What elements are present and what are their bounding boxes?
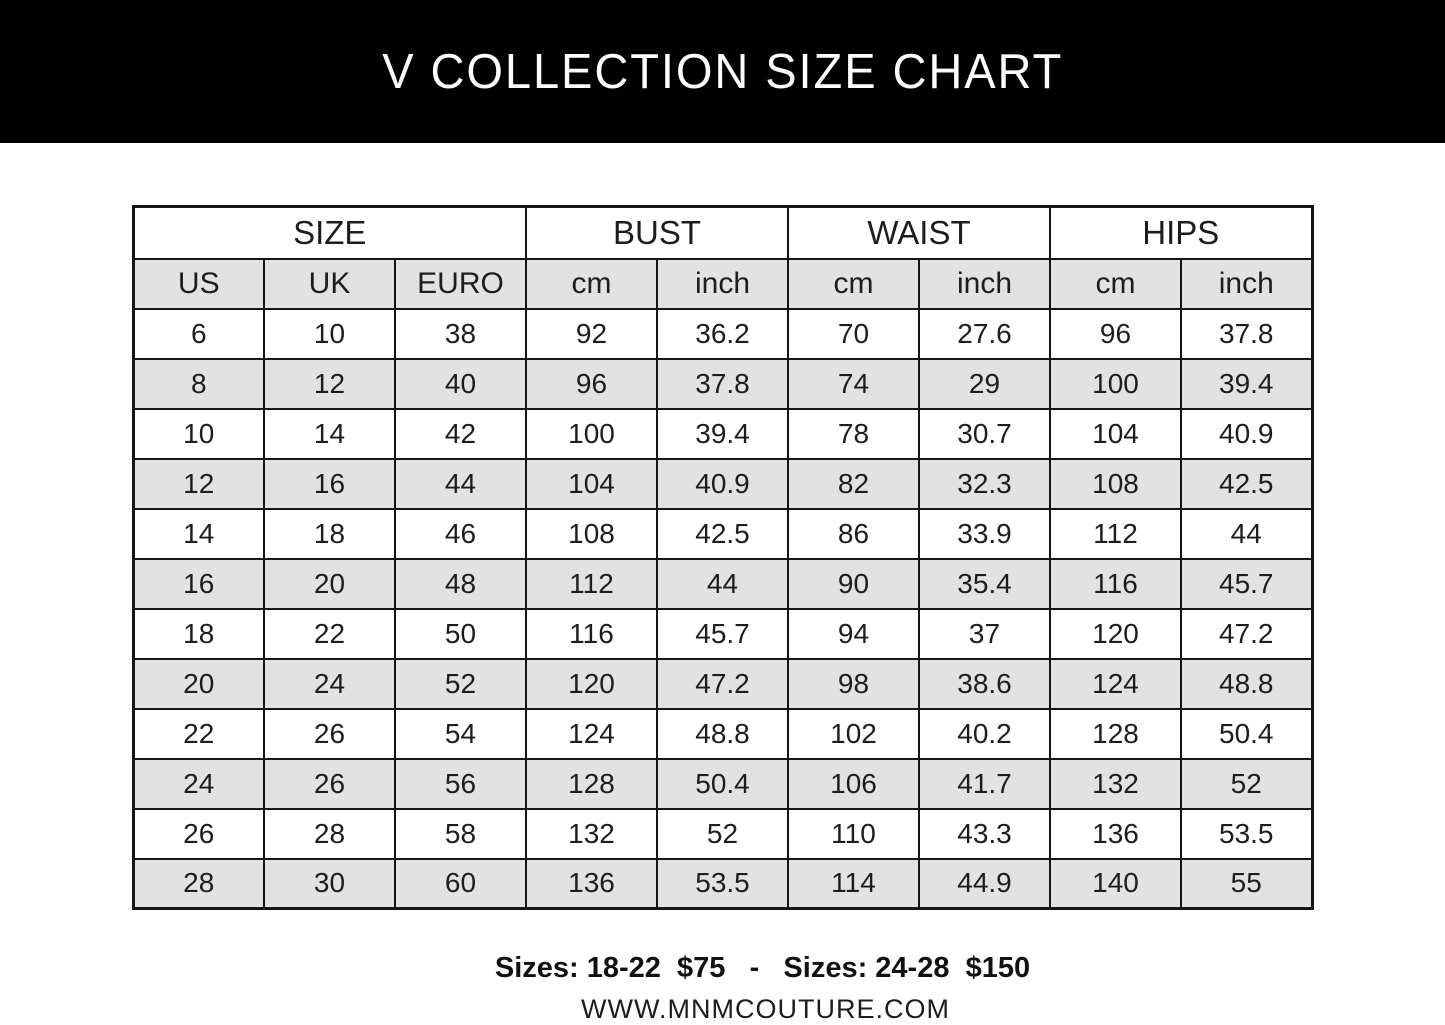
table-cell: 42 <box>395 409 526 459</box>
table-cell: 6 <box>133 309 264 359</box>
table-cell: 36.2 <box>657 309 788 359</box>
pricing-note: Sizes: 18-22 $75 - Sizes: 24-28 $150 <box>494 952 1031 984</box>
table-cell: 38.6 <box>919 659 1050 709</box>
table-cell: 14 <box>264 409 395 459</box>
table-cell: 136 <box>1050 809 1181 859</box>
table-row <box>133 759 1312 809</box>
table-cell: 45.7 <box>1181 559 1312 609</box>
table-cell: 96 <box>1050 309 1181 359</box>
table-row <box>133 309 1312 359</box>
table-cell: 41.7 <box>919 759 1050 809</box>
table-cell: 44 <box>395 459 526 509</box>
table-cell: 124 <box>526 709 657 759</box>
table-cell: 60 <box>395 859 526 909</box>
group-header-bust: BUST <box>526 207 788 259</box>
table-cell: 14 <box>133 509 264 559</box>
table-cell: 128 <box>1050 709 1181 759</box>
table-row <box>133 509 1312 559</box>
table-row <box>133 359 1312 409</box>
table-cell: 114 <box>788 859 919 909</box>
table-cell: 38 <box>395 309 526 359</box>
table-cell: 37 <box>919 609 1050 659</box>
table-cell: 32.3 <box>919 459 1050 509</box>
table-cell: 10 <box>264 309 395 359</box>
table-cell: 40.2 <box>919 709 1050 759</box>
table-cell: 82 <box>788 459 919 509</box>
table-cell: 86 <box>788 509 919 559</box>
table-row <box>133 859 1312 909</box>
table-container <box>0 205 1445 910</box>
table-row <box>133 459 1312 509</box>
table-cell: 52 <box>657 809 788 859</box>
table-cell: 52 <box>395 659 526 709</box>
table-cell: 12 <box>264 359 395 409</box>
table-cell: 22 <box>133 709 264 759</box>
group-header-size: SIZE <box>133 207 526 259</box>
table-cell: 94 <box>788 609 919 659</box>
table-cell: 16 <box>264 459 395 509</box>
table-cell: 26 <box>264 709 395 759</box>
table-cell: 110 <box>788 809 919 859</box>
website-url: WWW.MNMCOUTURE.COM <box>581 994 950 1024</box>
table-cell: 104 <box>1050 409 1181 459</box>
table-cell: 42.5 <box>1181 459 1312 509</box>
table-cell: 132 <box>1050 759 1181 809</box>
table-cell: 136 <box>526 859 657 909</box>
table-cell: 16 <box>133 559 264 609</box>
table-row <box>133 559 1312 609</box>
table-cell: 47.2 <box>657 659 788 709</box>
table-cell: 140 <box>1050 859 1181 909</box>
table-cell: 50.4 <box>657 759 788 809</box>
table-cell: 112 <box>526 559 657 609</box>
table-cell: 37.8 <box>657 359 788 409</box>
table-cell: 90 <box>788 559 919 609</box>
table-cell: 116 <box>526 609 657 659</box>
column-header: inch <box>1181 259 1312 309</box>
table-cell: 44.9 <box>919 859 1050 909</box>
table-row <box>133 809 1312 859</box>
table-cell: 43.3 <box>919 809 1050 859</box>
table-cell: 29 <box>919 359 1050 409</box>
group-header-waist: WAIST <box>788 207 1050 259</box>
table-cell: 92 <box>526 309 657 359</box>
table-cell: 44 <box>1181 509 1312 559</box>
table-cell: 30.7 <box>919 409 1050 459</box>
table-cell: 28 <box>133 859 264 909</box>
table-cell: 10 <box>133 409 264 459</box>
table-cell: 28 <box>264 809 395 859</box>
table-cell: 26 <box>264 759 395 809</box>
column-header-row <box>133 259 1312 309</box>
column-header: UK <box>264 259 395 309</box>
table-cell: 44 <box>657 559 788 609</box>
table-cell: 106 <box>788 759 919 809</box>
title-banner <box>0 0 1445 143</box>
column-header: cm <box>526 259 657 309</box>
table-cell: 108 <box>526 509 657 559</box>
column-header: EURO <box>395 259 526 309</box>
table-row <box>133 709 1312 759</box>
table-cell: 12 <box>133 459 264 509</box>
column-header: inch <box>657 259 788 309</box>
table-cell: 47.2 <box>1181 609 1312 659</box>
table-cell: 48 <box>395 559 526 609</box>
table-row <box>133 659 1312 709</box>
table-cell: 39.4 <box>1181 359 1312 409</box>
table-cell: 102 <box>788 709 919 759</box>
table-cell: 124 <box>1050 659 1181 709</box>
table-cell: 40.9 <box>1181 409 1312 459</box>
table-cell: 108 <box>1050 459 1181 509</box>
table-cell: 45.7 <box>657 609 788 659</box>
size-chart-table <box>132 205 1314 910</box>
table-cell: 35.4 <box>919 559 1050 609</box>
table-cell: 46 <box>395 509 526 559</box>
table-cell: 104 <box>526 459 657 509</box>
table-cell: 96 <box>526 359 657 409</box>
table-cell: 24 <box>264 659 395 709</box>
table-cell: 128 <box>526 759 657 809</box>
table-cell: 8 <box>133 359 264 409</box>
table-body <box>133 309 1312 909</box>
column-header: US <box>133 259 264 309</box>
table-cell: 58 <box>395 809 526 859</box>
table-cell: 70 <box>788 309 919 359</box>
table-cell: 78 <box>788 409 919 459</box>
column-header: cm <box>788 259 919 309</box>
table-cell: 56 <box>395 759 526 809</box>
table-cell: 42.5 <box>657 509 788 559</box>
table-cell: 53.5 <box>1181 809 1312 859</box>
table-cell: 26 <box>133 809 264 859</box>
table-cell: 18 <box>133 609 264 659</box>
table-cell: 18 <box>264 509 395 559</box>
table-cell: 22 <box>264 609 395 659</box>
table-cell: 74 <box>788 359 919 409</box>
table-cell: 50.4 <box>1181 709 1312 759</box>
table-cell: 120 <box>526 659 657 709</box>
column-header: cm <box>1050 259 1181 309</box>
table-cell: 30 <box>264 859 395 909</box>
table-cell: 24 <box>133 759 264 809</box>
table-cell: 39.4 <box>657 409 788 459</box>
group-header-hips: HIPS <box>1050 207 1312 259</box>
table-cell: 50 <box>395 609 526 659</box>
column-header: inch <box>919 259 1050 309</box>
table-cell: 98 <box>788 659 919 709</box>
table-cell: 33.9 <box>919 509 1050 559</box>
table-cell: 40 <box>395 359 526 409</box>
table-cell: 100 <box>1050 359 1181 409</box>
table-cell: 100 <box>526 409 657 459</box>
table-cell: 132 <box>526 809 657 859</box>
table-cell: 20 <box>264 559 395 609</box>
table-cell: 27.6 <box>919 309 1050 359</box>
table-cell: 37.8 <box>1181 309 1312 359</box>
table-cell: 48.8 <box>1181 659 1312 709</box>
table-cell: 53.5 <box>657 859 788 909</box>
table-cell: 20 <box>133 659 264 709</box>
table-row <box>133 609 1312 659</box>
table-cell: 40.9 <box>657 459 788 509</box>
table-cell: 54 <box>395 709 526 759</box>
table-cell: 55 <box>1181 859 1312 909</box>
page-title: V COLLECTION SIZE CHART <box>381 44 1064 99</box>
table-row <box>133 409 1312 459</box>
table-cell: 120 <box>1050 609 1181 659</box>
table-head <box>133 207 1312 309</box>
table-cell: 112 <box>1050 509 1181 559</box>
table-cell: 116 <box>1050 559 1181 609</box>
table-cell: 52 <box>1181 759 1312 809</box>
table-cell: 48.8 <box>657 709 788 759</box>
group-header-row <box>133 207 1312 259</box>
